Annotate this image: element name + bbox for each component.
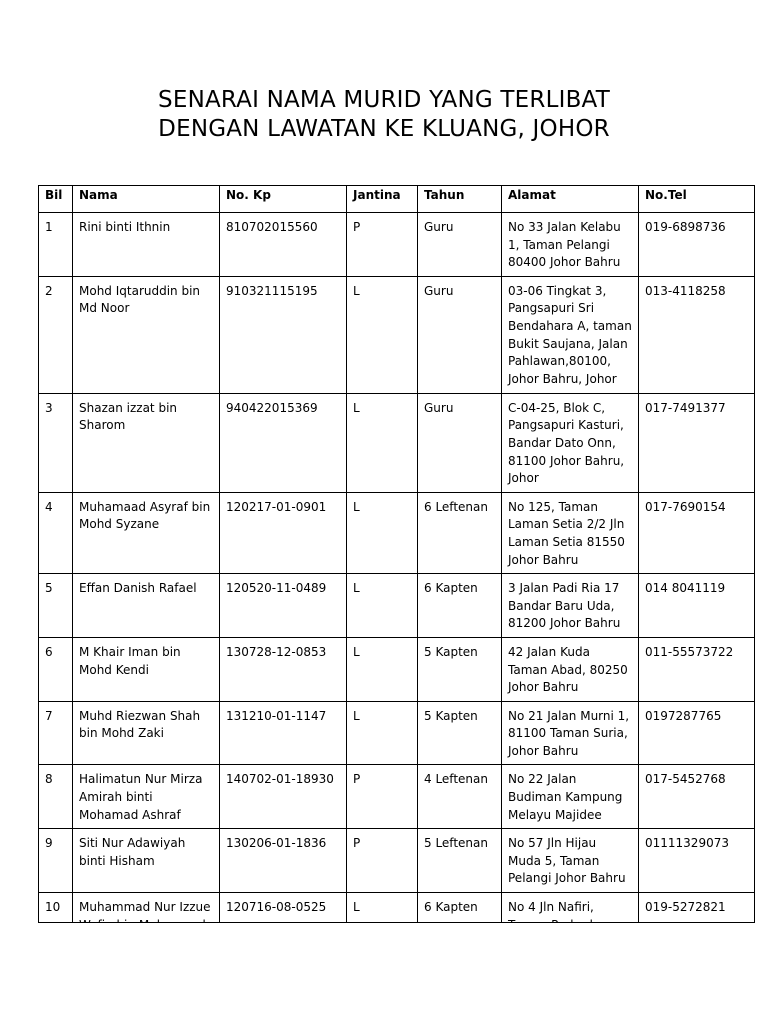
cell-jantina: L	[347, 492, 418, 573]
cell-jantina: P	[347, 213, 418, 277]
table-row	[39, 701, 755, 765]
cell-bil: 3	[39, 393, 73, 492]
table-bottom-border	[38, 922, 754, 923]
cell-jantina: L	[347, 893, 418, 939]
cell-tahun: Guru	[418, 213, 502, 277]
table-row	[39, 213, 755, 277]
cell-alamat: No 33 Jalan Kelabu 1, Taman Pelangi 80400 Johor Bahru	[502, 213, 639, 277]
cell-no-tel: 013-4118258	[639, 276, 755, 393]
table-row	[39, 829, 755, 893]
cell-no-tel: 017-7690154	[639, 492, 755, 573]
cell-no-tel: 01111329073	[639, 829, 755, 893]
cell-alamat: 03-06 Tingkat 3, Pangsapuri Sri Bendahara A, taman Bukit Saujana, Jalan Pahlawan,80100, Johor Bahru, Johor	[502, 276, 639, 393]
page-bottom-margin	[0, 923, 768, 1024]
cell-no-tel: 0197287765	[639, 701, 755, 765]
table-row	[39, 492, 755, 573]
cell-jantina: P	[347, 765, 418, 829]
cell-nama: Effan Danish Rafael	[73, 574, 220, 638]
title-line-2: DENGAN LAWATAN KE KLUANG, JOHOR	[158, 116, 610, 142]
cell-alamat: C-04-25, Blok C, Pangsapuri Kasturi, Bandar Dato Onn, 81100 Johor Bahru, Johor	[502, 393, 639, 492]
header-alamat: Alamat	[502, 186, 639, 213]
cell-alamat: No 57 Jln Hijau Muda 5, Taman Pelangi Johor Bahru	[502, 829, 639, 893]
cell-nama: Muhd Riezwan Shah bin Mohd Zaki	[73, 701, 220, 765]
title-line-1: SENARAI NAMA MURID YANG TERLIBAT	[158, 87, 610, 113]
cell-bil: 1	[39, 213, 73, 277]
table-row	[39, 393, 755, 492]
cell-jantina: P	[347, 829, 418, 893]
header-tahun: Tahun	[418, 186, 502, 213]
cell-no-tel: 017-7491377	[639, 393, 755, 492]
cell-no-kp: 910321115195	[220, 276, 347, 393]
cell-no-tel: 011-55573722	[639, 637, 755, 701]
cell-no-kp: 130728-12-0853	[220, 637, 347, 701]
document-title	[0, 86, 768, 144]
cell-no-kp: 120520-11-0489	[220, 574, 347, 638]
table-row	[39, 637, 755, 701]
student-list-table	[38, 185, 755, 939]
cell-bil: 5	[39, 574, 73, 638]
cell-jantina: L	[347, 574, 418, 638]
table-row	[39, 574, 755, 638]
cell-bil: 2	[39, 276, 73, 393]
header-no-kp: No. Kp	[220, 186, 347, 213]
cell-no-kp: 940422015369	[220, 393, 347, 492]
cell-tahun: 5 Kapten	[418, 701, 502, 765]
cell-nama: Muhammad Nur Izzue	[73, 893, 220, 939]
cell-bil: 4	[39, 492, 73, 573]
header-no-tel: No.Tel	[639, 186, 755, 213]
header-nama: Nama	[73, 186, 220, 213]
cell-tahun: 4 Leftenan	[418, 765, 502, 829]
cell-bil: 9	[39, 829, 73, 893]
table-header-row	[39, 186, 755, 213]
header-bil: Bil	[39, 186, 73, 213]
cell-alamat: No 125, Taman Laman Setia 2/2 Jln Laman Setia 81550 Johor Bahru	[502, 492, 639, 573]
cell-no-tel: 019-6898736	[639, 213, 755, 277]
table-row	[39, 276, 755, 393]
cell-no-kp: 140702-01-18930	[220, 765, 347, 829]
cell-tahun: 5 Kapten	[418, 637, 502, 701]
cell-no-kp: 130206-01-1836	[220, 829, 347, 893]
cell-no-tel: 017-5452768	[639, 765, 755, 829]
cell-nama: Muhamaad Asyraf bin Mohd Syzane	[73, 492, 220, 573]
cell-nama: Halimatun Nur Mirza Amirah binti Mohamad Ashraf	[73, 765, 220, 829]
cell-no-kp: 810702015560	[220, 213, 347, 277]
cell-tahun: 6 Kapten	[418, 893, 502, 939]
cell-bil: 10	[39, 893, 73, 939]
cell-no-kp: 120716-08-0525	[220, 893, 347, 939]
cell-nama: Rini binti Ithnin	[73, 213, 220, 277]
cell-jantina: L	[347, 276, 418, 393]
cell-bil: 6	[39, 637, 73, 701]
cell-no-tel: 019-5272821	[639, 893, 755, 939]
cell-jantina: L	[347, 637, 418, 701]
cell-alamat: No 21 Jalan Murni 1, 81100 Taman Suria, Johor Bahru	[502, 701, 639, 765]
cell-jantina: L	[347, 393, 418, 492]
cell-nama: Siti Nur Adawiyah binti Hisham	[73, 829, 220, 893]
cell-tahun: Guru	[418, 276, 502, 393]
cell-nama: Mohd Iqtaruddin bin Md Noor	[73, 276, 220, 393]
cell-alamat: 42 Jalan Kuda Taman Abad, 80250 Johor Bahru	[502, 637, 639, 701]
cell-tahun: Guru	[418, 393, 502, 492]
table-row	[39, 765, 755, 829]
cell-alamat: No 22 Jalan Budiman Kampung Melayu Majidee	[502, 765, 639, 829]
cell-no-kp: 131210-01-1147	[220, 701, 347, 765]
cell-no-kp: 120217-01-0901	[220, 492, 347, 573]
cell-alamat: 3 Jalan Padi Ria 17 Bandar Baru Uda, 81200 Johor Bahru	[502, 574, 639, 638]
header-jantina: Jantina	[347, 186, 418, 213]
cell-bil: 8	[39, 765, 73, 829]
cell-tahun: 6 Leftenan	[418, 492, 502, 573]
cell-tahun: 5 Leftenan	[418, 829, 502, 893]
cell-nama: Shazan izzat bin Sharom	[73, 393, 220, 492]
cell-jantina: L	[347, 701, 418, 765]
cell-alamat: No 4 Jln Nafiri,	[502, 893, 639, 939]
cell-nama: M Khair Iman bin Mohd Kendi	[73, 637, 220, 701]
cell-tahun: 6 Kapten	[418, 574, 502, 638]
cell-no-tel: 014 8041119	[639, 574, 755, 638]
cell-bil: 7	[39, 701, 73, 765]
